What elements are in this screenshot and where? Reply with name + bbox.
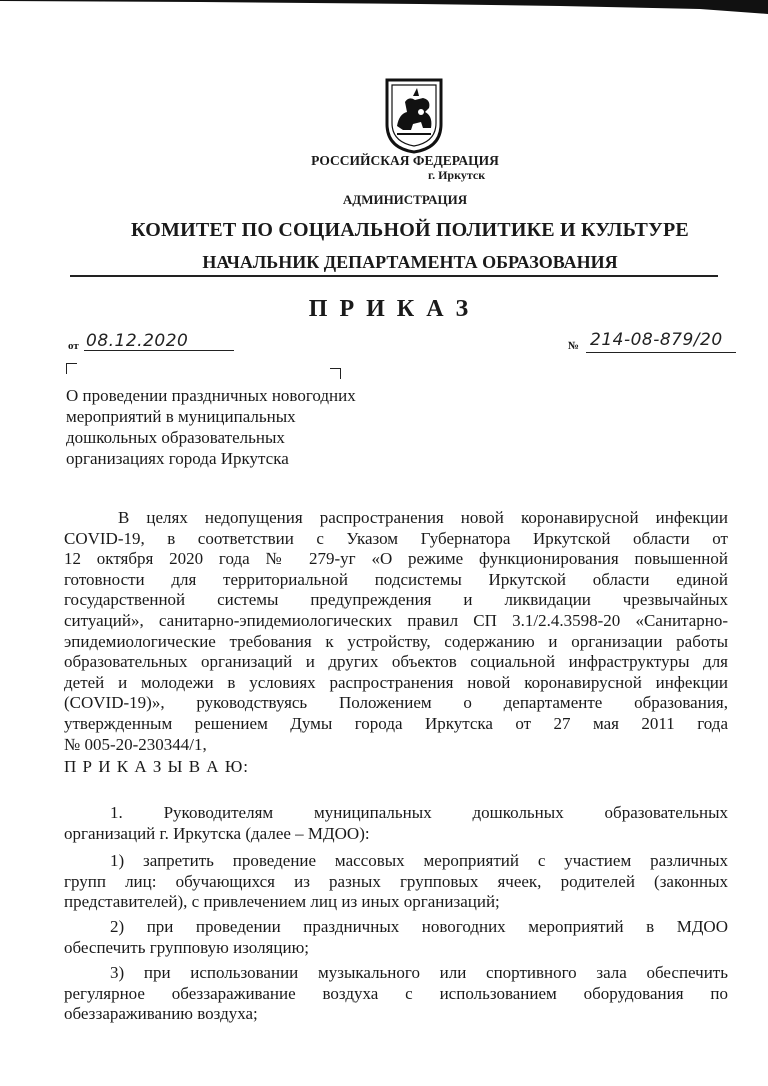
- item-line: представителей), с привлечением лиц из иных организаций;: [64, 892, 500, 912]
- item-line: обеззараживанию воздуха;: [64, 1004, 258, 1024]
- preamble: [64, 508, 728, 755]
- order-item-1-1: [64, 851, 728, 913]
- preamble-line: № 005-20-230344/1,: [64, 734, 207, 754]
- preamble-line: 12 октября 2020 года № 279-уг «О режиме функционирования повышенной: [64, 549, 728, 569]
- order-date: 08.12.2020: [86, 331, 189, 351]
- order-item-1: [64, 803, 728, 844]
- preamble-line: готовности для территориальной подсистемы Иркутской области единой: [64, 569, 728, 589]
- scan-edge: [0, 0, 768, 14]
- subject-line: О проведении праздничных новогодних: [66, 386, 356, 405]
- preamble-line: (COVID-19)», руководствуясь Положением о департаменте образования,: [64, 693, 728, 713]
- order-item-1-2: [64, 917, 728, 958]
- preamble-line: COVID-19, в соответствии с Указом Губернатора Иркутской области от: [64, 528, 728, 548]
- item-line: организаций г. Иркутска (далее – МДОО):: [64, 823, 370, 843]
- subject-line: дошкольных образовательных: [66, 428, 285, 447]
- irkutsk-coat-of-arms-icon: [383, 78, 445, 154]
- preamble-line: государственной системы предупреждения и ликвидации чрезвычайных: [64, 590, 728, 610]
- preamble-line: В целях недопущения распространения новой коронавирусной инфекции: [118, 508, 728, 527]
- subject-bracket-left: [66, 363, 77, 374]
- item-line: групп лиц: обучающихся из разных групповых ячеек, родителей (законных: [64, 871, 728, 891]
- city-name: г. Иркутск: [428, 168, 486, 182]
- number-underline: [586, 352, 736, 353]
- order-title: П Р И К А З: [308, 296, 472, 322]
- preamble-line: образовательных организаций и других объектов социальной инфраструктуры для: [64, 652, 728, 672]
- directive-heading: П Р И К А З Ы В А Ю:: [64, 757, 250, 776]
- order-item-1-3: [64, 963, 728, 1025]
- department-head-heading: НАЧАЛЬНИК ДЕПАРТАМЕНТА ОБРАЗОВАНИЯ: [202, 252, 618, 272]
- item-line: обеспечить групповую изоляцию;: [64, 937, 309, 957]
- order-number: 214-08-879/20: [590, 330, 723, 350]
- subject-line: мероприятий в муниципальных: [66, 407, 296, 426]
- subject-bracket-right: [330, 368, 341, 379]
- preamble-line: утвержденным решением Думы города Иркутска от 27 мая 2011 года: [64, 713, 728, 733]
- preamble-line: ситуаций», санитарно-эпидемиологических правил СП 3.1/2.4.3598-20 «Санитарно-: [64, 610, 728, 630]
- subject-line: организациях города Иркутска: [66, 449, 289, 468]
- administration-heading: АДМИНИСТРАЦИЯ: [342, 192, 468, 207]
- date-underline: [84, 350, 234, 351]
- item-line: регулярное обеззараживание воздуха с использованием оборудования по: [64, 983, 728, 1003]
- preamble-line: детей и молодежи в условиях распространения новой коронавирусной инфекции: [64, 672, 728, 692]
- item-line: 3) при использовании музыкального или спортивного зала обеспечить: [110, 963, 728, 982]
- number-prefix: №: [568, 340, 580, 352]
- item-line: 1. Руководителям муниципальных дошкольных образовательных: [110, 803, 728, 822]
- date-prefix: от: [68, 340, 79, 352]
- committee-heading: КОМИТЕТ ПО СОЦИАЛЬНОЙ ПОЛИТИКЕ И КУЛЬТУРЕ: [131, 219, 689, 241]
- order-subject: [66, 385, 426, 469]
- item-line: 1) запретить проведение массовых мероприятий с участием различных: [110, 851, 728, 870]
- header-divider: [70, 275, 718, 277]
- item-line: 2) при проведении праздничных новогодних мероприятий в МДОО: [110, 917, 728, 936]
- country-name: РОССИЙСКАЯ ФЕДЕРАЦИЯ: [311, 153, 499, 168]
- preamble-line: эпидемиологические требования к устройству, содержанию и организации работы: [64, 631, 728, 651]
